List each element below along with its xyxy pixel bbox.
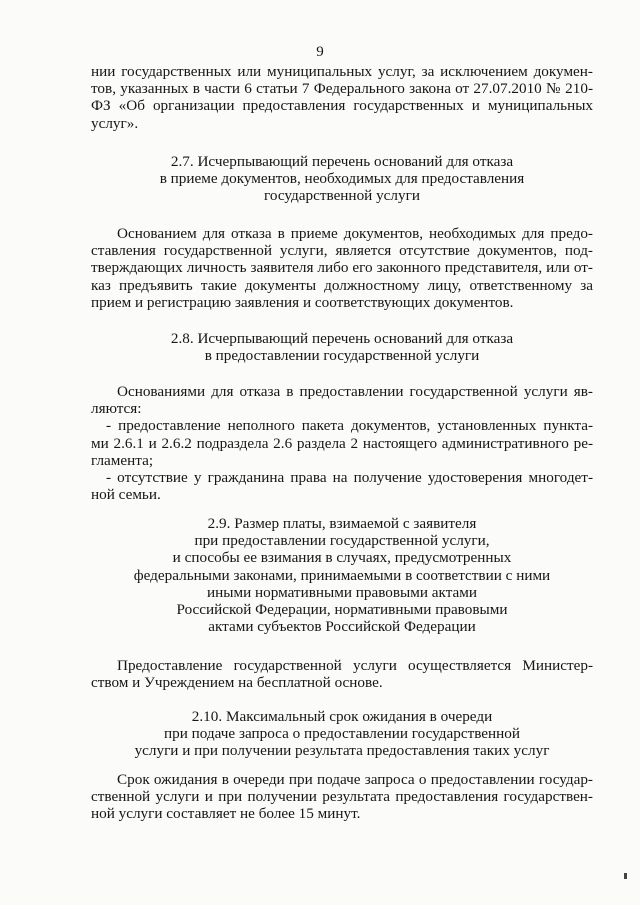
heading-line: в приеме документов, необходимых для предоставления bbox=[159, 170, 525, 188]
list-item-line: гламента; bbox=[91, 451, 154, 469]
heading-line: в предоставлении государственной услуги bbox=[204, 347, 480, 365]
section-2-9-heading bbox=[91, 515, 593, 635]
text-line: нии государственных или муниципальных услуг, за исключением докумен- bbox=[91, 63, 593, 80]
list-item-line: - предоставление неполного пакета документов, установленных пункта- bbox=[106, 417, 593, 435]
heading-line: 2.8. Исчерпывающий перечень оснований для отказа bbox=[170, 330, 514, 347]
scan-edge-mark bbox=[624, 873, 627, 879]
heading-line: федеральными законами, принимаемыми в соответствии с ними bbox=[133, 566, 551, 584]
intro-paragraph bbox=[91, 63, 593, 132]
text-line: тверждающих личность заявителя либо его законного представителя, или от- bbox=[91, 259, 593, 277]
text-line: каз предъявить такие документы должностному лицу, ответственному за bbox=[91, 276, 593, 294]
text-line: Срок ожидания в очереди при подаче запроса о предоставлении государ- bbox=[117, 771, 593, 788]
text-line: Основанием для отказа в приеме документов, необходимых для предо- bbox=[117, 225, 593, 242]
text-line: тов, указанных в части 6 статьи 7 Федерального закона от 27.07.2010 № 210- bbox=[91, 80, 593, 98]
heading-line: 2.9. Размер платы, взимаемой с заявителя bbox=[207, 515, 477, 532]
text-line: услуг». bbox=[91, 114, 139, 132]
heading-line: 2.7. Исчерпывающий перечень оснований для отказа bbox=[170, 153, 514, 170]
text-line: ством и Учреждением на бесплатной основе. bbox=[91, 674, 383, 692]
text-line: прием и регистрацию заявления и соответствующих документов. bbox=[91, 293, 514, 311]
text-line: ной услуги составляет не более 15 минут. bbox=[91, 805, 361, 823]
text-line: ляются: bbox=[91, 400, 142, 418]
text-line: ственной услуги и при получении результата предоставления государствен- bbox=[91, 788, 593, 806]
text-line: Основаниями для отказа в предоставлении государственной услуги яв- bbox=[117, 383, 593, 400]
heading-line: актами субъектов Российской Федерации bbox=[208, 618, 476, 636]
text-line: ставления государственной услуги, является отсутствие документов, под- bbox=[91, 242, 593, 260]
heading-line: и способы ее взимания в случаях, предусмотренных bbox=[172, 549, 512, 567]
section-2-8-heading bbox=[91, 330, 593, 364]
heading-line: государственной услуги bbox=[264, 187, 420, 205]
section-2-10-heading bbox=[91, 708, 593, 760]
heading-line: Российской Федерации, нормативными правовыми bbox=[176, 601, 508, 619]
section-2-7-heading bbox=[91, 153, 593, 205]
heading-line: при подаче запроса о предоставлении государственной bbox=[163, 725, 521, 743]
heading-line: услуги и при получении результата предоставления таких услуг bbox=[134, 742, 550, 760]
text-line: Предоставление государственной услуги осуществляется Министер- bbox=[117, 657, 593, 674]
heading-line: иными нормативными правовыми актами bbox=[207, 583, 477, 601]
heading-line: 2.10. Максимальный срок ожидания в очереди bbox=[191, 708, 493, 725]
heading-line: при предоставлении государственной услуги, bbox=[194, 532, 490, 550]
list-item-line: ми 2.6.1 и 2.6.2 подраздела 2.6 раздела 2 настоящего административного ре- bbox=[91, 434, 593, 452]
list-item-line: - отсутствие у гражданина права на получение удостоверения многодет- bbox=[106, 469, 593, 487]
page-number: 9 bbox=[316, 44, 324, 60]
section-2-8-body bbox=[91, 383, 593, 503]
text-line: ФЗ «Об организации предоставления государственных и муниципальных bbox=[91, 97, 593, 115]
section-2-7-body bbox=[91, 225, 593, 311]
section-2-9-body bbox=[91, 657, 593, 691]
list-item-line: ной семьи. bbox=[91, 486, 161, 504]
section-2-10-body bbox=[91, 771, 593, 823]
